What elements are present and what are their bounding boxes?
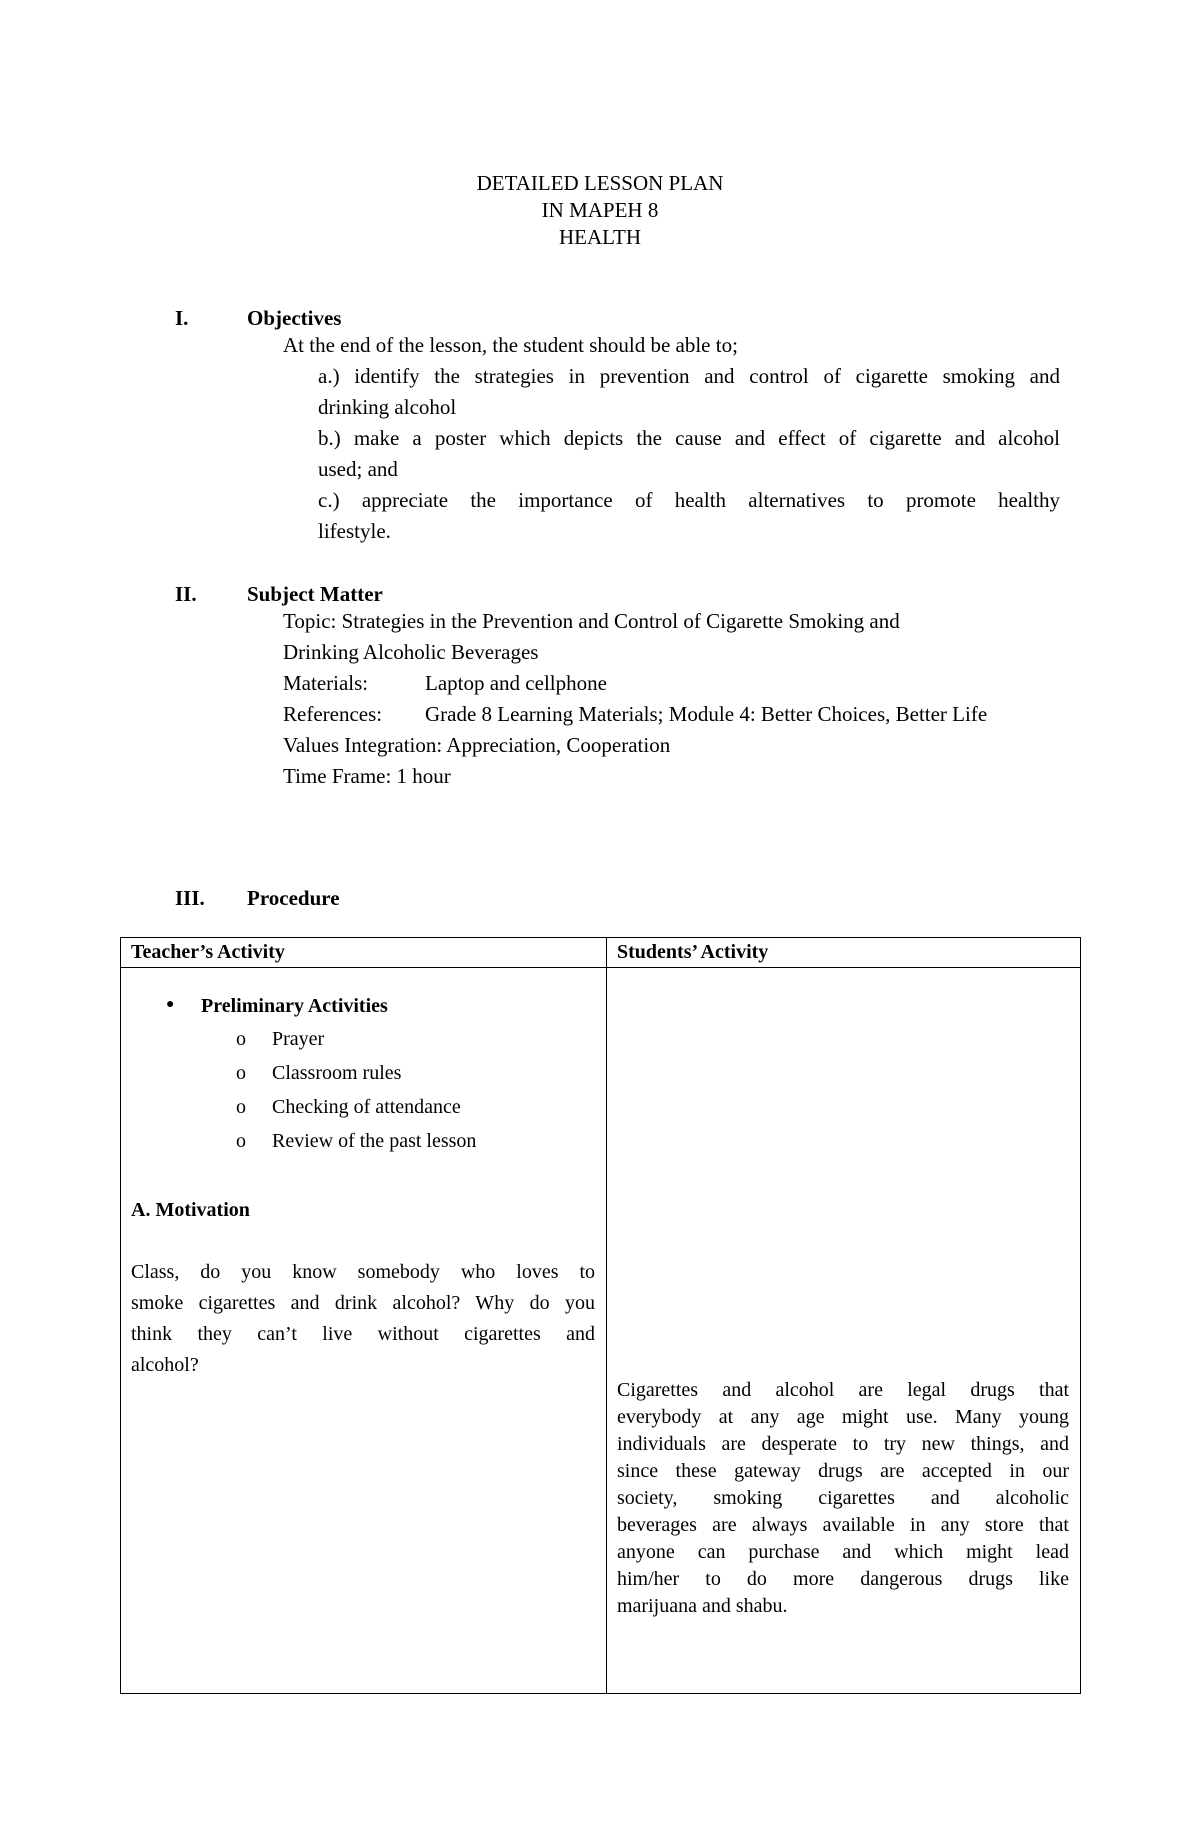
subject-references-value: Grade 8 Learning Materials; Module 4: Better Choices, Better Life bbox=[425, 702, 988, 726]
motivation-line: think they can’t live without cigarettes and bbox=[131, 1323, 595, 1345]
subject-materials-label: Materials: bbox=[283, 671, 369, 695]
doc-title-line1: DETAILED LESSON PLAN bbox=[476, 171, 724, 195]
preliminary-item: Prayer bbox=[272, 1028, 325, 1050]
procedure-table bbox=[120, 937, 1081, 1694]
section-numeral-subject: II. bbox=[175, 582, 197, 606]
circle-bullet-icon: o bbox=[236, 1062, 246, 1084]
objectives-intro: At the end of the lesson, the student should be able to; bbox=[283, 333, 738, 357]
subject-references-label: References: bbox=[283, 702, 383, 726]
objective-c-line2: lifestyle. bbox=[318, 519, 391, 543]
student-response-line: him/her to do more dangerous drugs like bbox=[617, 1568, 1069, 1590]
student-response-line: individuals are desperate to try new things, and bbox=[617, 1433, 1069, 1455]
student-activity-cell bbox=[607, 968, 1081, 1694]
preliminary-heading: Preliminary Activities bbox=[201, 995, 388, 1017]
student-response-line: since these gateway drugs are accepted in our bbox=[617, 1460, 1069, 1482]
subject-materials-value: Laptop and cellphone bbox=[425, 671, 607, 695]
circle-bullet-icon: o bbox=[236, 1028, 246, 1050]
subject-topic-line2: Drinking Alcoholic Beverages bbox=[283, 640, 539, 664]
student-response-line: anyone can purchase and which might lead bbox=[617, 1541, 1069, 1563]
student-response-line: beverages are always available in any store that bbox=[617, 1514, 1069, 1536]
bullet-dot-icon: ● bbox=[166, 997, 175, 1012]
subject-values-integration: Values Integration: Appreciation, Cooperation bbox=[283, 733, 671, 757]
objective-c-line1: c.) appreciate the importance of health alternatives to promote healthy bbox=[318, 488, 1060, 512]
teacher-activity-cell bbox=[121, 968, 607, 1694]
procedure-table-row bbox=[121, 968, 1081, 1694]
col-header-students: Students’ Activity bbox=[607, 938, 1081, 968]
doc-title-line2: IN MAPEH 8 bbox=[541, 198, 659, 222]
procedure-table-header-row bbox=[121, 938, 1081, 968]
section-heading-subject: Subject Matter bbox=[247, 582, 383, 606]
preliminary-item: Review of the past lesson bbox=[272, 1130, 477, 1152]
subject-time-frame: Time Frame: 1 hour bbox=[283, 764, 451, 788]
preliminary-item: Checking of attendance bbox=[272, 1096, 461, 1118]
subject-topic-line1: Topic: Strategies in the Prevention and Control of Cigarette Smoking and bbox=[283, 609, 900, 633]
section-numeral-procedure: III. bbox=[175, 886, 205, 910]
objective-b-line2: used; and bbox=[318, 457, 398, 481]
circle-bullet-icon: o bbox=[236, 1130, 246, 1152]
motivation-line: alcohol? bbox=[131, 1354, 199, 1376]
circle-bullet-icon: o bbox=[236, 1096, 246, 1118]
motivation-line: smoke cigarettes and drink alcohol? Why do you bbox=[131, 1292, 595, 1314]
student-response-line: everybody at any age might use. Many young bbox=[617, 1406, 1069, 1428]
objective-a-line2: drinking alcohol bbox=[318, 395, 457, 419]
student-response-line: society, smoking cigarettes and alcoholic bbox=[617, 1487, 1069, 1509]
doc-title-line3: HEALTH bbox=[558, 225, 642, 249]
student-response-line: marijuana and shabu. bbox=[617, 1595, 788, 1617]
preliminary-item: Classroom rules bbox=[272, 1062, 402, 1084]
section-heading-objectives: Objectives bbox=[247, 306, 342, 330]
section-numeral-objectives: I. bbox=[175, 306, 189, 330]
objective-b-line1: b.) make a poster which depicts the cause and effect of cigarette and alcohol bbox=[318, 426, 1060, 450]
motivation-heading: A. Motivation bbox=[131, 1199, 250, 1221]
student-response-line: Cigarettes and alcohol are legal drugs that bbox=[617, 1379, 1069, 1401]
section-heading-procedure: Procedure bbox=[247, 886, 340, 910]
objective-a-line1: a.) identify the strategies in prevention and control of cigarette smoking and bbox=[318, 364, 1060, 388]
motivation-line: Class, do you know somebody who loves to bbox=[131, 1261, 595, 1283]
col-header-teacher: Teacher’s Activity bbox=[121, 938, 607, 968]
